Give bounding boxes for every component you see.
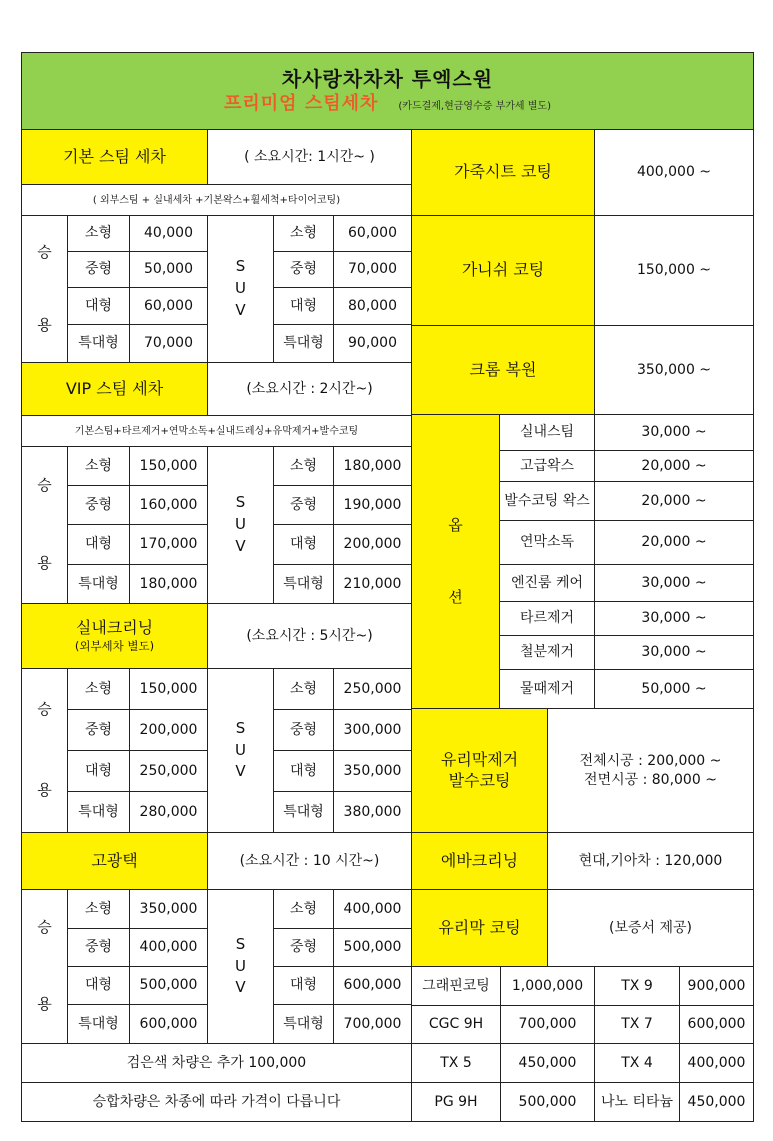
vip-suv-price: 210,000 [333, 564, 412, 604]
polish-sedan-label: 승 용 [21, 889, 68, 1044]
interior-sedan-size: 특대형 [67, 791, 130, 833]
vip-suv-price: 190,000 [333, 485, 412, 525]
coating-name: TX 7 [594, 1005, 680, 1044]
polish-sedan-size: 중형 [67, 928, 130, 967]
vip-suv-size: 특대형 [273, 564, 334, 604]
basic-sedan-price: 60,000 [129, 287, 208, 325]
garnish-coating-label: 가니쉬 코팅 [411, 215, 595, 326]
vip-sedan-price: 150,000 [129, 446, 208, 486]
evaporator-cleaning-price: 현대,기아차 : 120,000 [547, 832, 754, 890]
basic-sedan-size: 대형 [67, 287, 130, 325]
vip-sedan-size: 중형 [67, 485, 130, 525]
option-name: 실내스팀 [499, 414, 595, 451]
basic-suv-size: 소형 [273, 215, 334, 252]
basic-suv-price: 60,000 [333, 215, 412, 252]
polish-suv-price: 600,000 [333, 966, 412, 1005]
interior-suv-label: S U V [207, 668, 274, 833]
polish-sedan-size: 대형 [67, 966, 130, 1005]
interior-subtitle: (외부세차 별도) [74, 638, 155, 653]
interior-title-cell [21, 603, 208, 669]
basic-suv-size: 특대형 [273, 324, 334, 363]
polish-suv-price: 700,000 [333, 1004, 412, 1044]
vip-sedan-price: 170,000 [129, 524, 208, 565]
polish-duration: (소요시간 : 10 시간~) [207, 832, 412, 890]
coating-price: 450,000 [679, 1082, 754, 1122]
basic-suv-label: S U V [207, 215, 274, 363]
option-price: 30,000 ~ [594, 414, 754, 451]
options-label: 옵 션 [411, 414, 500, 709]
option-name: 철분제거 [499, 635, 595, 670]
evaporator-cleaning-label: 에바크리닝 [411, 832, 548, 890]
coating-price: 900,000 [679, 966, 754, 1006]
vip-duration: (소요시간 : 2시간~) [207, 362, 412, 416]
polish-suv-size: 특대형 [273, 1004, 334, 1044]
interior-suv-price: 250,000 [333, 668, 412, 710]
leather-coating-label: 가죽시트 코팅 [411, 129, 595, 216]
option-price: 30,000 ~ [594, 635, 754, 670]
basic-suv-size: 대형 [273, 287, 334, 325]
basic-suv-price: 80,000 [333, 287, 412, 325]
coating-price: 700,000 [500, 1005, 595, 1044]
interior-sedan-size: 중형 [67, 709, 130, 751]
basic-sedan-label: 승 용 [21, 215, 68, 363]
vip-title: VIP 스팀 세차 [21, 362, 208, 416]
coating-name: TX 9 [594, 966, 680, 1006]
coating-price: 400,000 [679, 1043, 754, 1083]
interior-sedan-price: 280,000 [129, 791, 208, 833]
polish-suv-label: S U V [207, 889, 274, 1044]
garnish-coating-price: 150,000 ~ [594, 215, 754, 326]
option-price: 20,000 ~ [594, 520, 754, 565]
interior-suv-price: 380,000 [333, 791, 412, 833]
polish-sedan-price: 600,000 [129, 1004, 208, 1044]
polish-suv-size: 중형 [273, 928, 334, 967]
basic-suv-price: 90,000 [333, 324, 412, 363]
polish-sedan-price: 350,000 [129, 889, 208, 929]
polish-sedan-size: 특대형 [67, 1004, 130, 1044]
vip-sedan-price: 160,000 [129, 485, 208, 525]
coating-name: TX 5 [411, 1043, 501, 1083]
header-banner [21, 52, 754, 130]
basic-suv-price: 70,000 [333, 251, 412, 288]
vip-suv-size: 소형 [273, 446, 334, 486]
interior-suv-price: 350,000 [333, 750, 412, 792]
interior-duration: (소요시간 : 5시간~) [207, 603, 412, 669]
vip-sedan-size: 소형 [67, 446, 130, 486]
vip-suv-price: 180,000 [333, 446, 412, 486]
coating-name: CGC 9H [411, 1005, 501, 1044]
option-price: 20,000 ~ [594, 481, 754, 521]
vip-suv-size: 중형 [273, 485, 334, 525]
option-name: 발수코팅 왁스 [499, 481, 595, 521]
basic-sedan-size: 특대형 [67, 324, 130, 363]
polish-suv-price: 500,000 [333, 928, 412, 967]
interior-suv-price: 300,000 [333, 709, 412, 751]
header-note: (카드결제,현금영수증 부가세 별도) [398, 101, 551, 113]
interior-sedan-size: 대형 [67, 750, 130, 792]
polish-title: 고광택 [21, 832, 208, 890]
option-name: 엔진룸 케어 [499, 564, 595, 602]
option-price: 30,000 ~ [594, 601, 754, 636]
header-subtitle: 프리미엄 스팀세차 [224, 93, 379, 115]
interior-title: 실내크리닝 [75, 618, 154, 638]
polish-sedan-price: 400,000 [129, 928, 208, 967]
coating-price: 450,000 [500, 1043, 595, 1083]
interior-sedan-price: 150,000 [129, 668, 208, 710]
polish-sedan-price: 500,000 [129, 966, 208, 1005]
glass-film-removal-label: 유리막제거 발수코팅 [411, 708, 548, 833]
glass-film-removal-price: 전체시공 : 200,000 ~ 전면시공 : 80,000 ~ [547, 708, 754, 833]
coating-price: 600,000 [679, 1005, 754, 1044]
basic-sedan-price: 40,000 [129, 215, 208, 252]
vip-sedan-size: 특대형 [67, 564, 130, 604]
option-price: 20,000 ~ [594, 450, 754, 482]
coating-name: 나노 티타늄 [594, 1082, 680, 1122]
vip-suv-label: S U V [207, 446, 274, 604]
polish-suv-price: 400,000 [333, 889, 412, 929]
glass-coating-warranty: (보증서 제공) [547, 889, 754, 967]
interior-suv-size: 중형 [273, 709, 334, 751]
interior-sedan-price: 200,000 [129, 709, 208, 751]
interior-sedan-price: 250,000 [129, 750, 208, 792]
coating-price: 500,000 [500, 1082, 595, 1122]
chrome-restore-label: 크롬 복원 [411, 325, 595, 415]
basic-title: 기본 스팀 세차 [21, 129, 208, 185]
polish-sedan-size: 소형 [67, 889, 130, 929]
chrome-restore-price: 350,000 ~ [594, 325, 754, 415]
black-car-note: 검은색 차량은 추가 100,000 [21, 1043, 412, 1083]
option-name: 타르제거 [499, 601, 595, 636]
leather-coating-price: 400,000 ~ [594, 129, 754, 216]
polish-suv-size: 소형 [273, 889, 334, 929]
option-name: 물때제거 [499, 669, 595, 709]
vip-suv-size: 대형 [273, 524, 334, 565]
coating-name: TX 4 [594, 1043, 680, 1083]
shop-name: 차사랑차차차 투엑스원 [281, 67, 494, 92]
basic-sedan-size: 소형 [67, 215, 130, 252]
van-note: 승합차량은 차종에 따라 가격이 다릅니다 [21, 1082, 412, 1122]
interior-sedan-label: 승 용 [21, 668, 68, 833]
basic-duration: ( 소요시간: 1시간~ ) [207, 129, 412, 185]
polish-suv-size: 대형 [273, 966, 334, 1005]
interior-sedan-size: 소형 [67, 668, 130, 710]
glass-coating-label: 유리막 코팅 [411, 889, 548, 967]
option-price: 50,000 ~ [594, 669, 754, 709]
basic-suv-size: 중형 [273, 251, 334, 288]
option-name: 연막소독 [499, 520, 595, 565]
vip-sedan-size: 대형 [67, 524, 130, 565]
coating-name: 그래핀코팅 [411, 966, 501, 1006]
coating-name: PG 9H [411, 1082, 501, 1122]
basic-sedan-price: 50,000 [129, 251, 208, 288]
option-price: 30,000 ~ [594, 564, 754, 602]
basic-sedan-price: 70,000 [129, 324, 208, 363]
interior-suv-size: 소형 [273, 668, 334, 710]
coating-price: 1,000,000 [500, 966, 595, 1006]
vip-includes: 기본스팀+타르제거+연막소독+실내드레싱+유막제거+발수코팅 [21, 415, 412, 447]
interior-suv-size: 대형 [273, 750, 334, 792]
basic-includes: ( 외부스팀 + 실내세차 +기본왁스+휠세척+타이어코팅) [21, 184, 412, 216]
basic-sedan-size: 중형 [67, 251, 130, 288]
vip-suv-price: 200,000 [333, 524, 412, 565]
interior-suv-size: 특대형 [273, 791, 334, 833]
vip-sedan-label: 승 용 [21, 446, 68, 604]
option-name: 고급왁스 [499, 450, 595, 482]
vip-sedan-price: 180,000 [129, 564, 208, 604]
